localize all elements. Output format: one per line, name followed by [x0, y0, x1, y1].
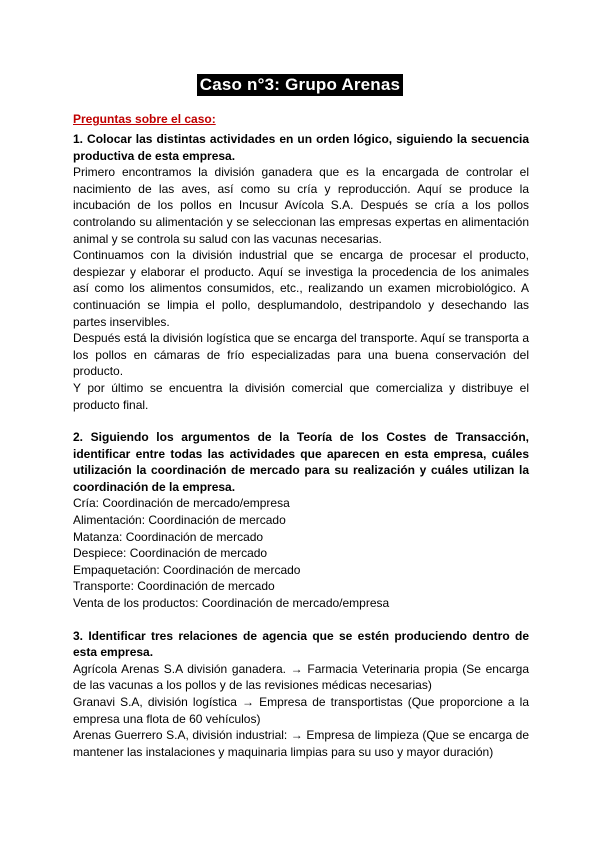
answer-1-paragraph: Continuamos con la división industrial que se encarga de procesar el producto, despiezar y elaborar el producto. Aquí se investiga la procedencia de los animales así como los alimentos consumidos, etc., realizando un examen microbiológico. A continuación se limpia el pollo, desplumandolo, destripandolo y desechando las partes inservibles. [73, 248, 529, 329]
title-container [0, 74, 600, 96]
answer-1-paragraph: Primero encontramos la división ganadera que es la encargada de controlar el nacimiento de las aves, así como su cría y reproducción. Aquí se produce la incubación de los pollos en Incusur Avícola S.A. Después se cría a los pollos controlando su alimentación y se seleccionan las empresas expertas en alimentación animal y se controla su salud con las vacunas necesarias. [73, 165, 529, 246]
question-3: 3. Identificar tres relaciones de agencia que se estén produciendo dentro de esta empresa. [73, 628, 529, 660]
document-title: Caso n°3: Grupo Arenas [197, 74, 403, 96]
question-2: 2. Siguiendo los argumentos de la Teoría de los Costes de Transacción, identificar entre todas las actividades que aparecen en esta empresa, cuáles utilización la coordinación de mercado para su realización y cuáles utilizan la coordinación de la empresa. [73, 430, 529, 494]
answer-2-item: Transporte: Coordinación de mercado [73, 579, 275, 594]
spacer [73, 413, 529, 429]
answer-3-item: Granavi S.A, división logística → Empresa de transportistas (Que proporcione a la empresa una flota de 60 vehículos) [73, 695, 529, 726]
answer-2-item: Despiece: Coordinación de mercado [73, 546, 268, 561]
question-1: 1. Colocar las distintas actividades en un orden lógico, siguiendo la secuencia productiva de esta empresa. [73, 132, 529, 163]
answer-3-item: Arenas Guerrero S.A, división industrial: → Empresa de limpieza (Que se encarga de mantener las instalaciones y maquinaria limpias para su uso y mayor duración) [73, 728, 529, 759]
answer-2-item: Venta de los productos: Coordinación de mercado/empresa [73, 596, 390, 611]
answer-2-item: Empaquetación: Coordinación de mercado [73, 562, 301, 577]
answer-2-item: Alimentación: Coordinación de mercado [73, 513, 286, 528]
spacer [73, 612, 529, 628]
answer-3-item: Agrícola Arenas S.A división ganadera. → Farmacia Veterinaria propia (Se encarga de las vacunas a los pollos y de las revisiones médicas necesarias) [73, 661, 529, 693]
answer-2-item: Cría: Coordinación de mercado/empresa [73, 496, 290, 511]
answer-1-paragraph: Después está la división logística que se encarga del transporte. Aquí se transporta a los pollos en cámaras de frío especializadas para una buena conservación del producto. [73, 331, 529, 379]
document-body [73, 111, 529, 760]
answer-2-item: Matanza: Coordinación de mercado [73, 529, 264, 544]
section-label: Preguntas sobre el caso: [73, 112, 216, 126]
answer-1-paragraph: Y por último se encuentra la división comercial que comercializa y distribuye el producto final. [73, 380, 529, 412]
